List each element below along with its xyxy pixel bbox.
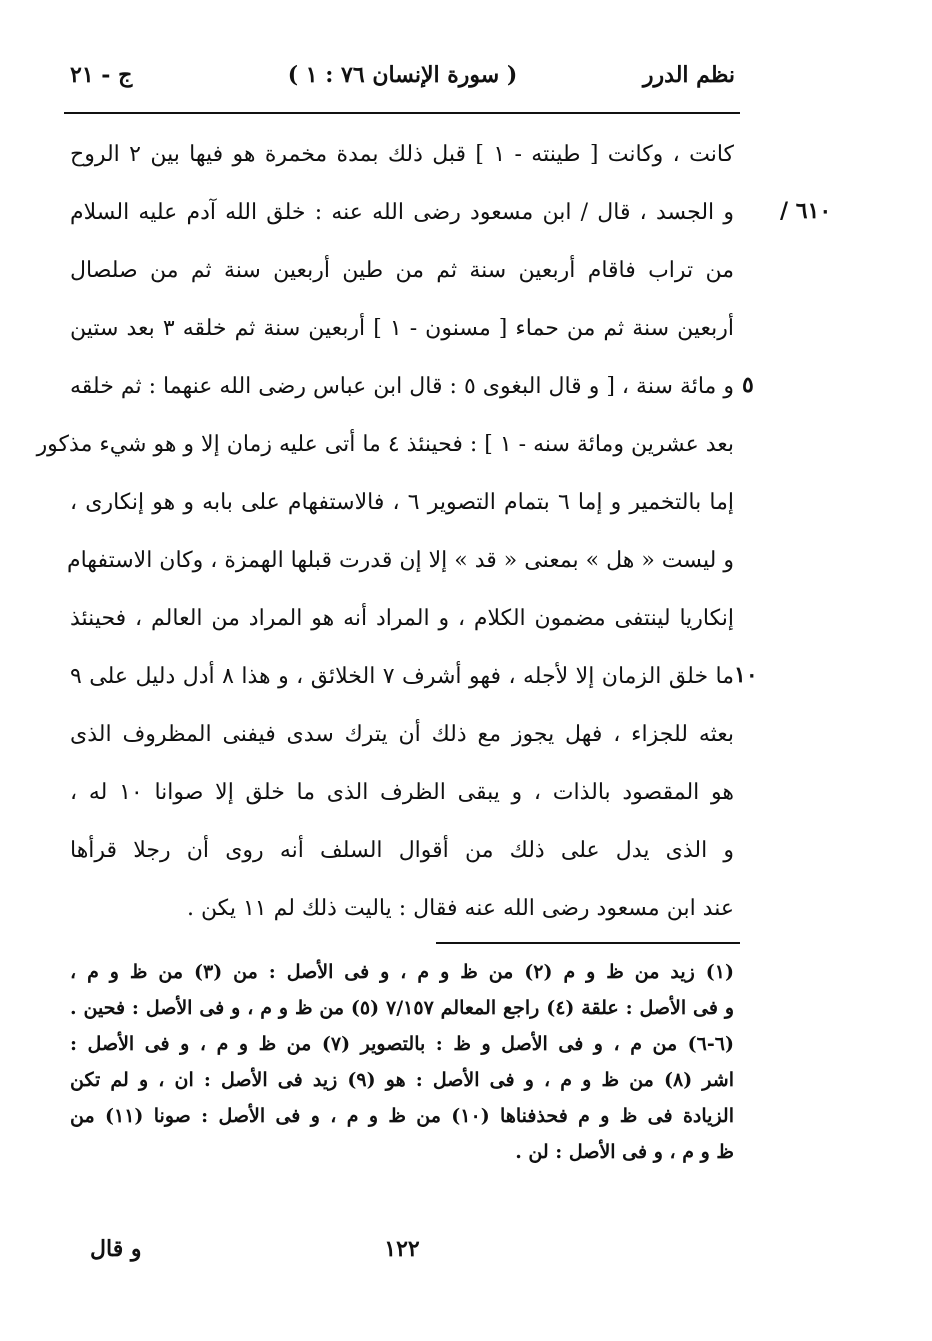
footnotes xyxy=(70,954,734,1170)
text-line: أربعين سنة ثم من حماء [ مسنون - ١ ] أربعين سنة ثم خلقه ٣ بعد ستين xyxy=(70,316,734,341)
text-line: عند ابن مسعود رضى الله عنه فقال : ياليت ذلك لم ١١ يكن . xyxy=(186,896,734,921)
running-header xyxy=(70,62,735,102)
catchword: و قال xyxy=(90,1236,142,1262)
footnote-line: اشر (٨) من ظ و م ، و فى الأصل : هو (٩) زيد فى الأصل : ان ، و لم تكن xyxy=(70,1069,734,1091)
text-line: من تراب فاقام أربعين سنة ثم من طين أربعين سنة ثم من صلصال xyxy=(70,258,734,283)
page-footer xyxy=(70,1236,734,1272)
header-rule xyxy=(64,112,740,114)
manuscript-folio-marker: ٦١٠ / xyxy=(780,198,832,224)
footnote-line: ظ و م ، و فى الأصل : لن . xyxy=(515,1141,734,1163)
text-line: بعد عشرين ومائة سنه - ١ ] : فحينئذ ٤ ما أتى عليه زمان إلا و هو شيء مذكور xyxy=(36,432,734,457)
text-line: و الذى يدل على ذلك من أقوال السلف أنه روى أن رجلا قرأها xyxy=(70,838,734,863)
volume-number: ج - ٢١ xyxy=(70,62,133,88)
text-line: إنكاريا لينتفى مضمون الكلام ، و المراد أنه هو المراد من العالم ، فحينئذ xyxy=(70,606,734,631)
footnote-rule xyxy=(436,942,740,944)
line-number-5: ٥ xyxy=(742,372,754,398)
surah-reference: ( سورة الإنسان ٧٦ : ١ ) xyxy=(287,62,518,88)
footnote-line: الزيادة فى ظ و م فحذفناها (١٠) من ظ و م ، و فى الأصل : صونا (١١) من xyxy=(70,1105,734,1127)
page-number: ١٢٢ xyxy=(384,1236,420,1262)
text-line: هو المقصود بالذات ، و يبقى الظرف الذى ما خلق إلا صوانا ١٠ له ، xyxy=(70,780,734,805)
line-number-10: ١٠ xyxy=(734,662,758,688)
text-line: و الجسد ، قال / ابن مسعود رضى الله عنه : خلق الله آدم عليه السلام xyxy=(70,200,734,225)
text-line: كانت ، وكانت [ طينته - ١ ] قبل ذلك بمدة مخمرة هو فيها بين ٢ الروح xyxy=(70,142,734,167)
footnote-line: (٦-٦) من م ، و فى الأصل و ظ : بالتصوير (٧) من ظ و م ، و فى الأصل : xyxy=(70,1033,734,1055)
text-line: ما خلق الزمان إلا لأجله ، فهو أشرف ٧ الخلائق ، و هذا ٨ أدل دليل على ٩ xyxy=(70,664,734,689)
text-line: بعثه للجزاء ، فهل يجوز مع ذلك أن يترك سدى فيفنى المظروف الذى xyxy=(70,722,734,747)
text-line: إما بالتخمير و إما ٦ بتمام التصوير ٦ ، فالاستفهام على بابه و هو إنكارى ، xyxy=(70,490,734,515)
text-line: و ليست « هل » بمعنى « قد » إلا إن قدرت قبلها الهمزة ، وكان الاستفهام xyxy=(66,548,734,573)
footnote-line: (١) زيد من ظ و م (٢) من ظ و م ، و فى الأصل : من (٣) من ظ و م ، xyxy=(70,961,734,983)
book-title: نظم الدرر xyxy=(642,62,735,88)
main-text xyxy=(36,126,734,938)
text-line: و مائة سنة ، [ و قال البغوى ٥ : قال ابن عباس رضى الله عنهما : ثم خلقه xyxy=(70,374,734,399)
footnote-line: و فى الأصل : علقة (٤) راجع المعالم ٧/١٥٧ (٥) من ظ و م ، و فى الأصل : فحين . xyxy=(70,997,734,1019)
